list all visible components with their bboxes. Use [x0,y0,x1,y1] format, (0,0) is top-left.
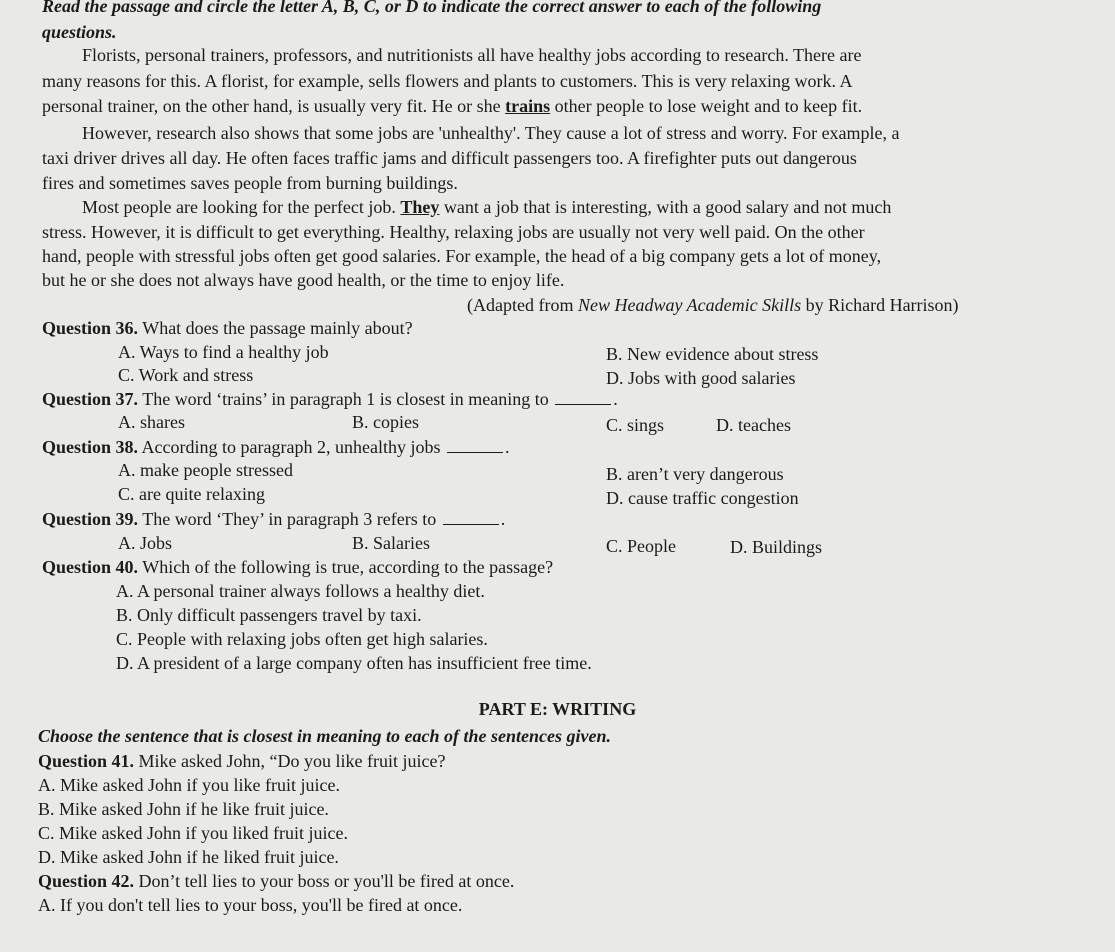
q37-option-a[interactable]: A. shares [118,412,185,432]
q39-option-b[interactable]: B. Salaries [352,533,430,553]
q36-option-d[interactable]: D. Jobs with good salaries [606,368,796,388]
q38-option-a[interactable]: A. make people stressed [118,460,293,480]
passage-p3-line-3: hand, people with stressful jobs often get good salaries. For example, the head of a big company gets a lot of money, [42,246,882,266]
highlighted-word-they: They [400,197,440,217]
q40-option-c[interactable]: C. People with relaxing jobs often get high salaries. [116,629,488,649]
passage-p1-line-3: personal trainer, on the other hand, is usually very fit. He or she trains other people to lose weight and to keep fit. [42,96,863,116]
question-41: Question 41. Mike asked John, “Do you like fruit juice? [38,751,446,771]
q41-option-a[interactable]: A. Mike asked John if you like fruit juice. [38,775,340,795]
answer-blank [447,437,503,453]
question-39: Question 39. The word ‘They’ in paragraph 3 refers to . [42,509,506,529]
question-37: Question 37. The word ‘trains’ in paragraph 1 is closest in meaning to . [42,389,618,409]
answer-blank [443,509,499,525]
q41-option-b[interactable]: B. Mike asked John if he like fruit juice. [38,799,329,819]
writing-instruction: Choose the sentence that is closest in meaning to each of the sentences given. [38,726,611,746]
passage-p1-line-1: Florists, personal trainers, professors, and nutritionists all have healthy jobs according to research. There are [82,45,862,65]
q36-option-b[interactable]: B. New evidence about stress [606,344,819,364]
q39-option-d[interactable]: D. Buildings [730,537,823,557]
q41-option-d[interactable]: D. Mike asked John if he liked fruit juice. [38,847,339,867]
passage-p3-line-2: stress. However, it is difficult to get everything. Healthy, relaxing jobs are usually not very well paid. On the other [42,222,865,242]
passage-p2-line-2: taxi driver drives all day. He often faces traffic jams and difficult passengers too. A firefighter puts out dangerous [42,148,857,168]
question-36: Question 36. What does the passage mainly about? [42,318,413,338]
answer-blank [555,389,611,405]
q37-option-d[interactable]: D. teaches [716,415,791,435]
question-40: Question 40. Which of the following is true, according to the passage? [42,557,554,577]
highlighted-word-trains: trains [505,96,551,116]
q42-option-a[interactable]: A. If you don't tell lies to your boss, you'll be fired at once. [38,895,463,915]
passage-source: (Adapted from New Headway Academic Skills by Richard Harrison) [467,295,959,315]
q36-option-c[interactable]: C. Work and stress [118,365,254,385]
q38-option-b[interactable]: B. aren’t very dangerous [606,464,784,484]
passage-p2-line-3: fires and sometimes saves people from burning buildings. [42,173,458,193]
q36-option-a[interactable]: A. Ways to find a healthy job [118,342,329,362]
q37-option-b[interactable]: B. copies [352,412,419,432]
instruction-line-2: questions. [42,22,117,42]
q39-option-a[interactable]: A. Jobs [118,533,173,553]
q37-option-c[interactable]: C. sings [606,415,665,435]
q41-option-c[interactable]: C. Mike asked John if you liked fruit juice. [38,823,348,843]
question-42: Question 42. Don’t tell lies to your boss or you'll be fired at once. [38,871,515,891]
q40-option-d[interactable]: D. A president of a large company often has insufficient free time. [116,653,592,673]
q40-option-b[interactable]: B. Only difficult passengers travel by taxi. [116,605,422,625]
q40-option-a[interactable]: A. A personal trainer always follows a healthy diet. [116,581,485,601]
passage-p2-line-1: However, research also shows that some jobs are 'unhealthy'. They cause a lot of stress and worry. For example, a [82,123,900,143]
passage-p1-line-2: many reasons for this. A florist, for example, sells flowers and plants to customers. This is very relaxing work. A [42,71,853,91]
instruction-line-1: Read the passage and circle the letter A, B, C, or D to indicate the correct answer to each of the following [42,0,822,16]
question-38: Question 38. According to paragraph 2, unhealthy jobs . [42,437,510,457]
q39-option-c[interactable]: C. People [606,536,676,556]
q38-option-d[interactable]: D. cause traffic congestion [606,488,799,508]
q38-option-c[interactable]: C. are quite relaxing [118,484,265,504]
passage-p3-line-4: but he or she does not always have good health, or the time to enjoy life. [42,270,565,290]
section-heading: PART E: WRITING [478,699,637,719]
passage-p3-line-1: Most people are looking for the perfect job. They want a job that is interesting, with a good salary and not much [82,197,892,217]
